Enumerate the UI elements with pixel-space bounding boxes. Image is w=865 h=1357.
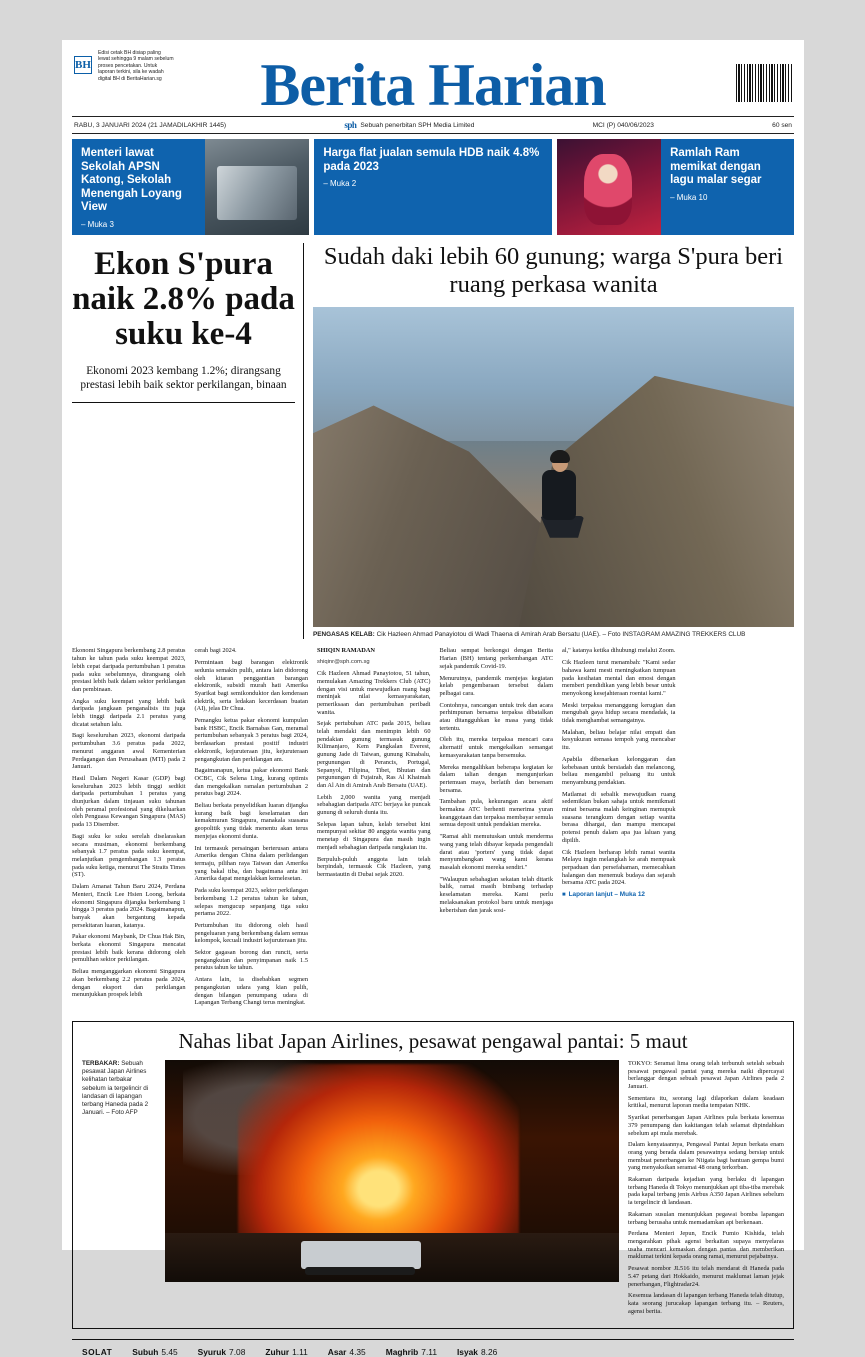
prayer-times-label: SOLAT [82, 1347, 113, 1357]
newspaper-page [62, 40, 804, 1357]
feature-photo [313, 307, 794, 627]
paragraph: Selepas lapan tahun, kelab tersebut kini mempunyai sekitar 80 anggota wanita yang menetap di Singapura dan masih ingin menjadi sebahagian daripada rangkaian itu. [317, 820, 431, 851]
prayer-times-bar [72, 1339, 794, 1357]
promo-card-3[interactable] [557, 139, 794, 235]
photo-fire-truck [301, 1241, 421, 1269]
prayer-name: Isyak [456, 1347, 478, 1357]
prayer-name: Maghrib [385, 1347, 419, 1357]
paragraph: Apabila dibenarkan kelonggaran dan kebebasan untuk bersiadah dan melancong, beliau mengambil peluang itu untuk menyambung pendakian. [562, 755, 676, 786]
feature-story-block [304, 243, 794, 639]
paragraph: Sejak pertubuhan ATC pada 2015, beliau telah mendaki dan menimpin lebih 60 pendakian gunung termasuk gunung Kilimanjaro, Kem Pangkalan Everest, gunung Jade di Taiwan, gunung Kinabalu, pergunungan di Perancis, Portugal, Sepanyol, Filipina, Tibet, Bhutan dan pergunungan di Fujairah, Ras Al Khaimah dan Al Ain di Amirah Arab Bersatu (UAE). [317, 720, 431, 789]
paragraph: "Walaupun sebahagian sekatan telah ditarik balik, ramai masih bimbang terhadap keselamatan mereka. Kami perlu melaksanakan protokol baru untuk menjaga keberishan dan jarak sosi- [439, 875, 553, 914]
bottom-story [72, 1021, 794, 1329]
paragraph: Pemangku ketua pakar ekonomi kumpulan bank HSBC, Encik Barnabas Gan, meramal pertumbuhan sebanyak 3 peratus bagi 2024, berdasarkan prestasi positif industri elektronik, kejuruteraan jitu, kejuruteraan pengangkutan dan perkilangan am. [194, 717, 308, 763]
prayer-asar [328, 1347, 366, 1357]
page-title: Berita Harian [260, 52, 606, 118]
paragraph: Pada suku keempat 2023, sektor perkilangan berkembang 1.2 peratus tahun ke tahun, selepas mengucup sepanjang tiga suku pertama 2022. [194, 887, 308, 918]
paragraph: Rakaman susulan menunjukkan pegawai bomba lapangan terbang berusaha untuk memadamkan api berkenaan. [628, 1210, 784, 1226]
paragraph: TOKYO: Seramai lima orang telah terbunuh setelah sebuah pesawat pengawal pantai yang mereka naiki dipercayai berlanggar dengan sebuah pesawat Japan Airlines pada 2 Januari. [628, 1059, 784, 1091]
paragraph: Cik Hazleen turut menambah: "Kami sedar bahawa kami mesti meningkatkan tumpuan pada kesihatan mental dan emosi dengan memberi pendidikan yang lebih besar untuk menyokong kesejahteraan roentai kami." [562, 659, 676, 697]
prayer-isyak [457, 1347, 497, 1357]
paragraph: Pertumbuhan itu didorong oleh hasil pengeluaran yang berkembang dalam semua kelompok, kecuali industri kejuruteraan jitu. [194, 921, 308, 945]
lead-story-block [72, 243, 304, 639]
column-5 [562, 647, 676, 1011]
bottom-body [82, 1060, 784, 1319]
paragraph: Hasil Dalam Negeri Kasar (GDP) bagi keseluruhan 2023 lebih tinggi sedikit daripada pertumbuhan 1 peratus yang diunjurkan dalam tinjauan suku tahunan oleh peramal profesional yang dikeluarkan oleh Penguasa Kewangan Singapura (MAS) pada 13 Disember. [72, 774, 186, 829]
bottom-photo [165, 1060, 619, 1282]
paragraph: Malahan, beliau belajar nilai empati dan kesyukuran semasa tempoh yang mencabar itu. [562, 728, 676, 752]
paragraph: Angka suku keempat yang lebih baik daripada jangkaan penganalisis itu juga lebih tinggi daripada 2.1 peratus yang dicatat setahun lalu. [72, 697, 186, 728]
promo-2-page: – Muka 2 [323, 179, 357, 188]
promo-card-1[interactable] [72, 139, 309, 235]
prayer-time: 8.26 [480, 1347, 498, 1357]
paragraph: Bagi suku ke suku serelah diselaraskan secara musiman, ekonomi berkembang sebanyak 1.7 peratus pada suku keempat, melanjutkan pengembangan 1.3 peratus pada suku ketiga, menurut The Straits Times (ST). [72, 832, 186, 879]
feature-headline: Sudah daki lebih 60 gunung; warga S'pura beri ruang perkasa wanita [323, 243, 784, 298]
column-3 [317, 647, 431, 1011]
promo-1-headline: Menteri lawat Sekolah APSN Katong, Sekolah Menengah Loyang View [81, 147, 182, 213]
paragraph: Dalam kenyataannya, Pengawal Pantai Jepun berkata enam orang yang berada dalam pesawatnya sedang bersiap untuk membuat penerbangan ke Niigata bagi bantuan gempa bumi yang menyaksikan seramai 48 orang terkorban. [628, 1141, 784, 1172]
prayer-zuhur [265, 1347, 307, 1357]
paragraph: cerah bagi 2024. [194, 647, 237, 655]
paragraph: Sementara itu, seorang lagi dilaporkan dalam keadaan kritikal, menurut laporan media tempatan NHK. [628, 1094, 784, 1110]
mci-number: MCI (P) 040/06/2023 [592, 121, 654, 129]
prayer-maghrib [386, 1347, 437, 1357]
paragraph: Beliau menganggarkan ekonomi Singapura akan berkembang 2.2 peratus pada 2024, dengan eksport dan perkilangan menunjukkan prospek lebih [72, 968, 186, 999]
promo-1-page: – Muka 3 [81, 219, 114, 229]
paragraph: Beliau berkata penyelidikan luaran dijangka kurang baik bagi keselamatan dan kemakmuran Singapura, manakala suasana geopolitik yang tidak menentu akan terus menjejas ekonomi dunia. [194, 802, 308, 840]
paragraph: Menurutnya, pandemik menjejas kegiatan kelab pengembaraan tersebut dalam pelbagai cara. [439, 674, 553, 697]
prayer-time: 4.35 [349, 1347, 366, 1357]
paragraph: Meski terpaksa menanggung kerugian dan mengubah gaya hidup secara mendadak, ia tidak menghambat semangatnya. [562, 701, 676, 725]
promo-3-text [661, 139, 794, 235]
bottom-photo-caption [82, 1060, 156, 1319]
price-label: 60 sen [772, 121, 792, 129]
paragraph: Tambahan pula, kekurangan acara aktif bermakna ATC berhenti menerima yuran keanggotaan dan terpaksa membayar semula semua deposit untuk pendakian mereka. [439, 798, 553, 829]
feature-byline: SHIQIN RAMADAN [317, 647, 375, 655]
bh-logo-badge: BH [74, 56, 92, 74]
paragraph: Pakar ekonomi Maybank, Dr Chua Hak Bin, berkata ekonomi Singapura mencatat prestasi lebih baik kerana didorong oleh pemulihan sektor perkilangan. [72, 933, 186, 964]
prayer-time: 1.11 [292, 1347, 308, 1357]
paragraph: Cik Hazleen berharap lebih ramai wanita Melayu ingin melangkah ke arah mempuak perpaduan dan persefahaman, memecahkan halangan dan menemuk budaya dan sejarah bersama ATC pada 2024. [562, 848, 676, 887]
paragraph: Perdana Menteri Jepun, Encik Fumio Kishida, telah mengarahkan pihak agensi berkaitan supaya menyelaras usaha mencari kemaskan dengan pantas dan memberikan maklumat terkini kepada orang ramai, menurut pejabatnya. [628, 1230, 784, 1261]
bottom-text-column [628, 1060, 784, 1319]
divider [72, 402, 295, 403]
prayer-name: Syuruk [197, 1347, 227, 1357]
paragraph: Bagaimanapun, ketua pakar ekonomi Bank OCBC, Cik Selena Ling, kurang optimis dan mengekalkan ramalan pertumbuhan 2 peratus bagi 2024. [194, 767, 308, 798]
promo-1-text [72, 139, 205, 235]
feature-caption-label: PENGASAS KELAB: [313, 631, 375, 638]
paragraph: Kesemua landasan di lapangan terbang Haneda telah ditutup, kata seorang jurucakap lapangan terbang itu. – Reuters, agensi berita. [628, 1292, 784, 1315]
promo-2-headline: Harga flat jualan semula HDB naik 4.8% pada 2023 [323, 147, 540, 173]
feature-byline-email: shiqinr@sph.com.sg [317, 659, 370, 666]
prayer-name: Subuh [132, 1347, 159, 1357]
prayer-time: 5.45 [161, 1347, 178, 1357]
body-columns [72, 647, 794, 1011]
paragraph: Bagi keseluruhan 2023, ekonomi daripada pertumbuhan 3.6 peratus pada 2022, menurut anggaran awal Kementerian Perdagangan dan Perusahaan (MTI) pada 2 Januari. [72, 732, 186, 771]
promo-strip [72, 139, 794, 235]
sph-logo-icon: sph [344, 120, 357, 130]
paragraph: Permintaan bagi barangan elektronik sedunia semakin pulih, antara lain didorong oleh kitaran penggantian barangan elektronik, subsidi murah hati Amerika Syarikat bagi semikonduktor dan kenderaan elektrik, serta ledakan kecerdasan buatan (AI), jelas Dr Chua. [194, 659, 308, 713]
bottom-caption-text: Sebuah pesawat Japan Airlines kelihatan terbakar sebelum ia tergelincir di landasan di lapangan terbang Haneda pada 2 Januari. – Foto AFP [82, 1059, 149, 1117]
promo-3-image [557, 139, 661, 235]
column-4 [440, 647, 554, 1011]
paragraph: Pesawat nombor JL516 itu telah mendarat di Haneda pada 5.47 petang dari Hokkaido, menurut maklumat laman jejak penerbangan, Flightradar24. [628, 1265, 784, 1288]
bottom-caption-label: TERBAKAR: [82, 1059, 120, 1067]
prayer-name: Zuhur [265, 1347, 290, 1357]
publisher-text: Sebuah penerbitan SPH Media Limited [360, 121, 475, 129]
prayer-time: 7.11 [421, 1347, 437, 1357]
paragraph: Contohnya, rancangan untuk trek dan acara perhimpunan bersama terpaksa dibatalkan atau ditangguhkan ke masa yang tidak tertentu. [439, 701, 553, 732]
prayer-subuh [132, 1347, 177, 1357]
paragraph: Oleh itu, mereka terpaksa mencari cara alternatif untuk mengekalkan semangat kemasyarakatan tanpa bersemuka. [439, 736, 553, 759]
top-section [72, 243, 794, 639]
prayer-syuruk [198, 1347, 246, 1357]
column-2 [195, 647, 309, 1011]
promo-1-image [205, 139, 309, 235]
publisher-block [344, 120, 474, 130]
column-1 [72, 647, 186, 1011]
paragraph: Beliau sempat berkongsi dengan Berita Harian (BH) tentang perkembangan ATC sejak pandemik Covid-19. [439, 647, 553, 670]
continued-link[interactable]: ■ Laporan lanjut – Muka 12 [562, 891, 676, 898]
issue-date: RABU, 3 JANUARI 2024 (21 JAMADILAKHIR 1445) [74, 121, 227, 129]
paragraph: Sektor gagasan borong dan runcit, serta pengangkutan dan penyimpanan naik 1.5 peratus tahun ke tahun. [194, 949, 308, 972]
bottom-headline: Nahas libat Japan Airlines, pesawat pengawal pantai: 5 maut [178, 1028, 688, 1053]
paragraph: Syarikat penerbangan Japan Airlines pula berkata kesemua 379 penumpang dan kakitangan telah selamat dipindahkan sebelum api mula merebak. [628, 1114, 784, 1137]
paragraph: Ekonomi Singapura berkembang 2.8 peratus tahun ke tahun pada suku keempat 2023, lebih cepat daripada pertumbuhan 1 peratus pada suku sebelumnya, dirangsang oleh prestasi lebih baik dalam sektor perkilangan dan pembinaan. [72, 647, 186, 693]
photo-fire [238, 1064, 519, 1242]
print-edition-note: Edisi cetak BH disiap paling lewat sehingga 9 malam sebelum proses pencetakan. Untuk laporan terkini, sila ke wadah digital BH di BeritaHarian.sg [98, 50, 174, 82]
paragraph: Matlamat di sebalik mewujudkan ruang sedemikian bukan sahaja untuk memikmati minat bersama malah keinginan memupuk suasana terangkum dengan setiap wanita berasa dihargai, dan mampu mencapai potensi penuh dalam apa jua laluan yang dipilih. [562, 790, 676, 844]
masthead [62, 40, 804, 118]
paragraph: al," katanya ketika dihubungi melalui Zoom. [562, 647, 676, 655]
promo-card-2[interactable] [314, 139, 551, 235]
paragraph: Cik Hazleen Ahmad Panayiotou, 51 tahun, memulakan Amazing Trekkers Club (ATC) dengan visi untuk mewujudkan ruang bagi meninjak nilai kemasyarakatan, pemeriksaan dan pertumbuhan peribadi wanita. [317, 670, 431, 716]
barcode-icon [736, 64, 792, 102]
lead-headline: Ekon S'pura naik 2.8% pada suku ke-4 [72, 246, 295, 352]
feature-photo-caption [313, 631, 794, 639]
feature-caption-text: Cik Hazleen Ahmad Panayiotou di Wadi Thaena di Amirah Arab Bersatu (UAE). – Foto INSTAGRAM AMAZING TREKKERS CLUB [376, 631, 746, 638]
paragraph: Dalam Amanat Tahun Baru 2024, Perdana Menteri, Encik Lee Hsien Loong, berkata ekonomi Singapura dijangka berkembang 1 hingga 3 peratus pada 2024. Bagaimanapun, banyak akan bergantung kepada persekitaran luaran, katanya. [72, 883, 186, 929]
paragraph: "Ramai ahli memutuskan untuk menderma wang yang telah dibayar kepada pengendali darat atau 'porters' yang tidak dapat menyumbangkan wang kami kerana masalah ekonomi mereka sendiri." [439, 833, 553, 871]
paragraph: Antara lain, ia disebabkan segmen pengangkutan udara yang kian pulih, dengan bilangan penumpang udara di Lapangan Terbang Changi terus meningkat. [194, 976, 308, 1007]
paragraph: Rakaman daripada kejadian yang berlaku di lapangan terbang Haneda di Tokyo menunjukkan api tiba-tiba merebak pada kapal terbang jenis Airbus A350 Japan Airlines sebelum ia tergelincir di landasan. [628, 1176, 784, 1207]
paragraph: Ini termasuk persaingan berterusan antara Amerika dengan China dalam perlidangan termaju, pilihan raya Taiwan dan Amerika yang bakal tiba, dan bagaimana anta ini Amerika dapat mengelakkan kemelesetan. [194, 844, 308, 883]
photo-person [534, 448, 588, 540]
paragraph: Lebih 2,000 wanita yang menjadi sebahagian daripada ATC berjaya ke puncak gunung di seluruh dunia itu. [317, 793, 431, 817]
paragraph: Berpuluh-puluh anggota lain telah berpindah, termasuk Cik Hazleen, yang bermastautin di Dubai sejak 2020. [317, 855, 431, 878]
infobar [72, 116, 794, 134]
prayer-name: Asar [327, 1347, 347, 1357]
promo-3-page: – Muka 10 [670, 192, 708, 202]
paragraph: Mereka mengalihkan beberapa kegiatan ke dalam talian dengan mengunjurkan pertemuan maya, berlatih dan bersenam bersama. [439, 763, 553, 794]
lead-subhead: Ekonomi 2023 kembang 1.2%; dirangsang prestasi lebih baik sektor perkilangan, binaan [80, 365, 287, 391]
prayer-time: 7.08 [229, 1347, 246, 1357]
promo-3-headline: Ramlah Ram memikat dengan lagu malar segar [670, 147, 762, 186]
promo-2-text [314, 139, 551, 235]
